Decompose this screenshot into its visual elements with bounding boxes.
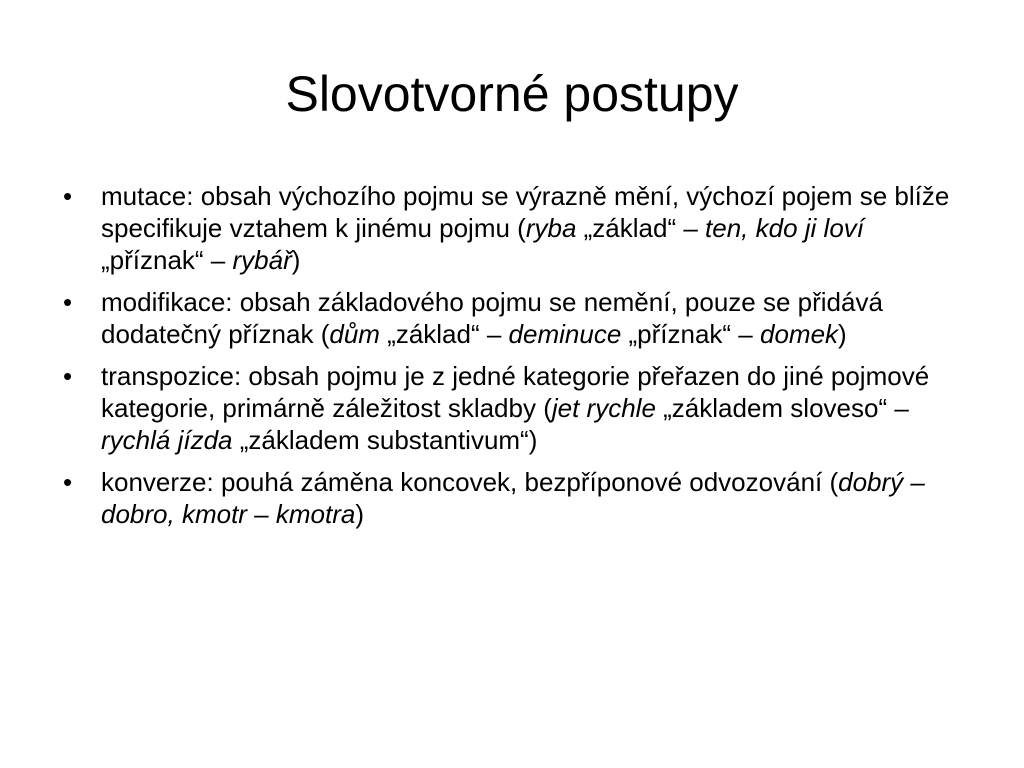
bullet-text <box>101 287 883 349</box>
bullet-text <box>101 467 925 529</box>
italic-segment: domek <box>760 319 839 349</box>
bullet-icon: • <box>63 287 73 317</box>
bullet-text <box>101 181 949 275</box>
italic-segment: ten, kdo ji loví <box>705 213 865 243</box>
text-segment: „příznak“ – <box>101 245 233 275</box>
bullet-icon: • <box>63 181 73 211</box>
bullet-text <box>101 361 929 455</box>
text-segment: ) <box>355 499 364 529</box>
text-segment: „příznak“ – <box>621 319 760 349</box>
italic-segment: deminuce <box>508 319 622 349</box>
bullet-list <box>60 180 960 540</box>
italic-segment: ryba <box>525 213 577 243</box>
text-segment: ) <box>291 245 301 275</box>
bullet-item <box>60 180 960 276</box>
italic-segment: rychlá jízda <box>101 425 233 455</box>
slide-title: Slovotvorné postupy <box>285 66 739 122</box>
text-segment: transpozice: obsah pojmu je z jedné kategorie přeřazen do jiné pojmové kategorie, primárně záležitost skladby ( <box>101 361 930 423</box>
text-segment: „základ“ – <box>576 213 706 243</box>
text-segment: ) <box>838 319 847 349</box>
text-segment: modifikace: obsah základového pojmu se nemění, pouze se přidává dodatečný příznak ( <box>101 287 883 349</box>
italic-segment: dům <box>329 319 380 349</box>
bullet-item <box>60 286 960 350</box>
bullet-item <box>60 466 960 530</box>
text-segment: „základem sloveso“ – <box>655 393 909 423</box>
italic-segment: jet rychle <box>551 393 656 423</box>
bullet-item <box>60 360 960 456</box>
bullet-icon: • <box>63 361 73 391</box>
text-segment: „základem substantivum“) <box>232 425 538 455</box>
italic-segment: rybář <box>232 245 292 275</box>
bullet-icon: • <box>63 467 73 497</box>
text-segment: konverze: pouhá záměna koncovek, bezpříponové odvozování ( <box>101 467 839 497</box>
text-segment: mutace: obsah výchozího pojmu se výrazně mění, výchozí pojem se blíže specifikuje vztahem k jinému pojmu ( <box>101 181 950 243</box>
italic-segment: dobrý – dobro, kmotr – kmotra <box>101 467 925 529</box>
text-segment: „základ“ – <box>379 319 509 349</box>
